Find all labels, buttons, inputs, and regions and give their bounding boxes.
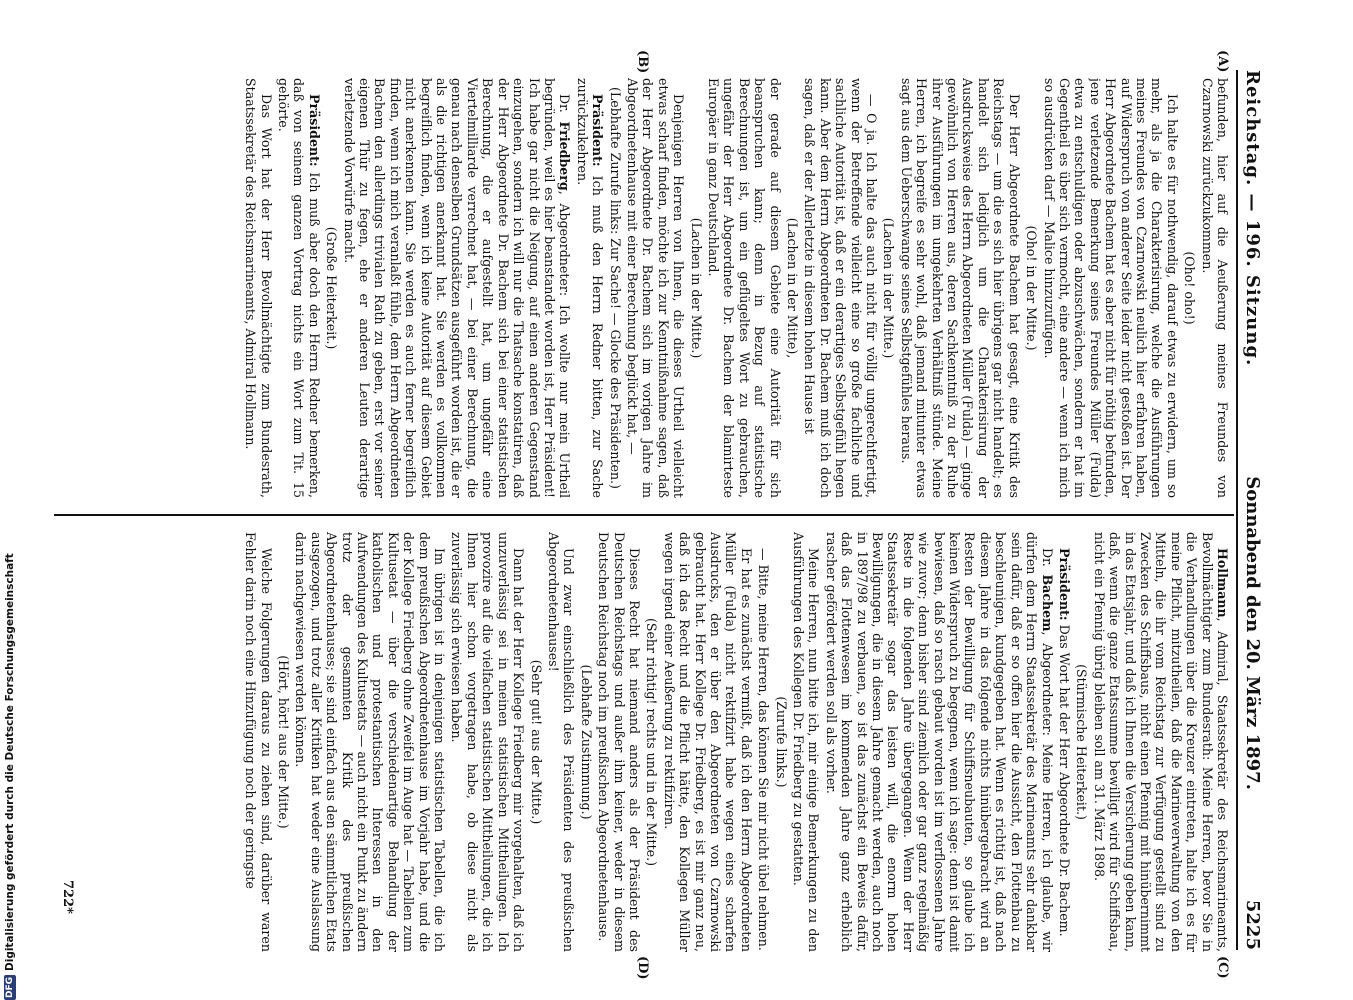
right-text-column <box>60 532 1230 952</box>
paragraph: Im übrigen ist in denjenigen statistischen Tabellen, die ich dem preußischen Abgeordnetenhause im Vorjahr habe, und die der Kollege Friedberg ohne Zweifel im Auge hat — Tabellen zum Kultusetat — über die verschiedenartige Behandlung der katholischen und protestantischen Interessen in den Aufwendungen des Kultusetats — auch nicht ein Punkt zu ändern trotz der gesammten Kritik des preußischen Abgeordnetenhauses; sie sind einfach aus den sämmtlichen Etats ausgezogen, und trotz aller Kritiken hat weder eine Auslassung darin nachgewiesen werden können. <box>293 532 448 952</box>
header-center: Sonnabend den 20. März 1897. <box>1242 476 1263 790</box>
stage-direction: (Lachen in der Mitte), <box>785 217 801 359</box>
paragraph: Dr. Friedberg, Abgeordneter: Ich wollte nur mein Urtheil begründen, weil es hier beanstandet worden ist, Herr Präsident! Ich habe gar nicht die Neigung, auf einen anderen Gegenstand einzugehen, sondern ich will nur die Thatsache konstatiren, daß der Herr Abgeordnete Dr. Bachem sich bei einer statistischen Berechnung, die er aufgestellt hat, um ungefähr eine Viertelmilliarde verrechnet hat, — bei einer Berechnung, die genau nach denselben Grundsätzen ausgeführt worden ist, die er als die richtigen anerkannt hat. Sie werden es vollkommen begreiflich finden, wenn ich keine Autorität auf diesem Gebiet nicht anerkennen kann. Sie werden es auch ferner begreiflich finden, wenn ich mich veranlaßt fühle, dem Herrn Abgeordneten Bachem den allerdings trivialen Rath zu geben, erst vor seiner eigenen Thür zu fegen, ehe er anderen Leuten derartige verletzende Vorwürfe macht. <box>341 78 573 498</box>
stage-direction: (Lebhafte Zurufe links: Zur Sache! — Glocke des Präsidenten.) <box>607 87 623 489</box>
stage-direction: (Lachen in der Mitte.) <box>688 217 704 359</box>
paragraph: Das Wort hat der Herr Bevollmächtigte zum Bundesrath, Staatssekretär des Reichsmarineamts, Admiral Hollmann. <box>243 78 274 498</box>
stage-direction: (Oho! in der Mitte.) <box>1024 225 1040 351</box>
page-header <box>1236 70 1282 950</box>
stage-direction: (Lebhafte Zustimmung.) <box>578 664 594 820</box>
margin-letter-c: (C) <box>1215 956 1230 979</box>
rotated-document-page <box>30 0 1300 1000</box>
signature-mark: 722* <box>60 880 75 914</box>
margin-letter-a: (A) <box>1215 50 1230 73</box>
stage-direction: (Große Heiterkeit.) <box>324 226 340 350</box>
dfg-logo-icon: DFG <box>5 976 15 998</box>
paragraph: Dr. Bachem, Abgeordneter: Meine Herren, ich glaube, wir dürfen dem Herrn Staatssekretär des Marineamts sehr dankbar sein dafür, daß er so offen hier die Aussicht, den Flottenbau zu beschleunigen, kundgegeben hat. Wenn es richtig ist, daß nach diesem Jahre in das folgende nichts hinübergebracht wird an Resten der Bewilligung für Schiffsneubauten, so glaube ich keinen Widerspruch zu begegnen, wenn ich sage: denn ist damit bewiesen, daß so rasch gebaut worden ist im verflossenen Jahre wie zuvor; denn bisher sind ziemlich oder gar ganz regelmäßig Reste in die folgenden Jahre übergegangen. Wenn der Herr Staatssekretär sogar das leisten will, die enorm hohen Bewilligungen, die in diesem Jahre gemacht werden, auch noch in 1897/98 zu verbauen, so ist das zunächst ein Beweis dafür, daß das Flottenwesen im kommenden Jahre ganz erheblich rascher gefördert werden soll als vorher. <box>823 532 1055 952</box>
paragraph: der gerade auf diesem Gebiete eine Autorität für sich beanspruchen kann; denn in Bezug auf statistische Berechnungen ist, um ein geflügeltes Wort zu gebrauchen, ungefähr der Herr Abgeordnete Dr. Bachem der blamirteste Europäer in ganz Deutschland. <box>706 78 783 498</box>
paragraph: Präsident: Ich muß aber doch den Herrn Redner bemerken, daß von seinem ganzen Vortrag nichts ein Wort zum Tit. 15 gehörte. <box>276 78 322 498</box>
margin-letter-b: (B) <box>635 50 650 74</box>
margin-letter-d: (D) <box>635 956 650 980</box>
paragraph: Denjenigen Herren von Ihnen, die dieses Urtheil vielleicht etwas scharf finden, möchte ich zur Kenntnißnahme sagen, daß der Herr Abgeordnete Dr. Bachem sich im vorigen Jahre im Abgeordnetenhause mit einer Berechnung beglückt hat, — <box>624 78 687 498</box>
paragraph: Präsident: Das Wort hat der Herr Abgeordnete Dr. Bachem. <box>1056 548 1072 937</box>
paragraph: Und zwar einschließlich des Präsidenten des preußischen Abgeordnetenhauses! <box>545 532 577 952</box>
paragraph: — Bitte, meine Herren, das können Sie mir nicht übel nehmen. <box>756 548 772 951</box>
paragraph: Meine Herren, nun bitte ich, mir einige Bemerkungen zu den Ausführungen des Kollegen Dr. Friedberg zu gestatten. <box>791 532 822 952</box>
stage-direction: (Hört, hört! aus der Mitte.) <box>276 655 292 829</box>
paragraph: Dieses Recht hat niemand anders als der Präsident des Deutschen Reichstags und außer ihm keiner, weder in diesem Deutschen Reichstag noch im preußischen Abgeordnetenhause. <box>596 532 642 952</box>
credit-text: Digitalisierung gefördert durch die Deutsche Forschungsgemeinschaft <box>4 553 16 971</box>
paragraph: befunden, hier auf die Aeußerung meines Freundes von Czarnowski zurückzukommen. <box>1199 78 1230 498</box>
paragraph: Welche Folgerungen daraus zu ziehen sind, darüber waren Fehler darin noch eine Hinzufügung noch der geringste <box>243 532 274 952</box>
paragraph: Dann hat der Herr Kollege Friedberg mir vorgehalten, daß ich unzuverlässig sei in meinen statistischen Mittheilungen. Ich provozire auf die vielfachen statistischen Mittheilungen, die ich Ihnen hier schon vorgetragen habe, ob diese nicht als zuverlässig sich erwiesen haben. <box>449 532 527 952</box>
stage-direction: (Sehr gut! aus der Mitte.) <box>528 659 544 825</box>
paragraph: — O ja. Ich halte das auch nicht für völlig ungerechtfertigt, wenn der Betreffende vielleicht eine so große fachliche und sachliche Autorität ist, daß er ein derartiges Selbstgefühl hegen kann. Aber dem Herrn Abgeordneten Dr. Bachem muß ich doch sagen, daß er der Allerletzte in diesem hohen Hause ist <box>802 78 880 498</box>
page-number: 5225 <box>1242 899 1263 950</box>
stage-direction: (Zurufe links.) <box>773 696 789 788</box>
header-left: Reichstag. — 196. Sitzung. <box>1242 70 1263 367</box>
stage-direction: (Lachen in der Mitte.) <box>881 217 897 359</box>
stage-direction: (Sehr richtig! rechts und in der Mitte.) <box>644 617 660 867</box>
paragraph: Ich halte es für nothwendig, darauf etwas zu erwidern, um so mehr, als ja die Charakterisirung, welche die Ausführungen meines Freundes von Czarnowski neulich hier erfahren haben, auf Widerspruch von anderer Seite leider nicht gestoßen ist. Der Herr Abgeordnete Bachem hat es aber nicht für nöthig befunden, jene verletzende Bemerkung seines Freundes Müller (Fulda) etwa zu entschuldigen oder abzuschwächen, sondern er hat im Gegentheil es über sich vermocht, eine andere — wenn ich mich so ausdrücken darf — Malice hinzuzufügen. <box>1041 78 1180 498</box>
column-divider <box>54 514 1234 516</box>
paragraph: Der Herr Abgeordnete Bachem hat gesagt, eine Kritik des Reichstags — um die es sich hier übrigens gar nicht handelt; es handelt sich lediglich um die Charakterisirung der Ausdrucksweise des Herrn Abgeordneten Müller (Fulda) — ginge gewöhnlich von Herren aus, deren Sachkenntniß zu der Ruhe ihrer Ausführungen im umgekehrten Verhältniß stünde. Meine Herren, ich begreife es sehr wohl, daß jemand mitunter etwas sagt aus dem Ueberschwange seines Selbstgefühles heraus. <box>898 78 1022 498</box>
paragraph: Präsident: Ich muß den Herrn Redner bitten, zur Sache zurückzukehren. <box>574 78 606 498</box>
digitization-credit <box>0 553 20 1000</box>
paragraph: Hollmann, Admiral, Staatssekretär des Reichsmarineamts, Bevollmächtigter zum Bundesrath: Meine Herren, bevor Sie in die Verhandlungen über die Kreuzer eintreten, halte ich es für meine Pflicht, mitzutheilen, daß die Marineverwaltung von den Mitteln, die ihr vom Reichstag zur Verfügung gestellt sind zu Zwecken des Schiffsbaus, nicht einen Pfennig mit hinübernimmt in das Etatsjahr, und daß ich Ihnen die Versicherung geben kann, daß, wenn die ganze Etatssumme bewilligt wird für Schiffsbau, nicht ein Pfennig übrig bleiben soll am 31. März 1898. <box>1091 532 1230 952</box>
stage-direction: (Oho! oho!) <box>1182 251 1198 325</box>
left-text-column <box>60 78 1230 498</box>
stage-direction: (Stürmische Heiterkeit.) <box>1074 664 1090 820</box>
paragraph: Er hat es zunächst vermißt, daß ich den Herrn Abgeordneten Müller (Fulda) nicht rektifizirt habe wegen eines scharfen Ausdrucks, den er über den Abgeordneten von Czarnowski gebraucht hat. Herr Kollege Dr. Friedberg, es ist mir ganz neu, daß ich das Recht und die Pflicht hätte, den Kollegen Müller wegen irgend einer Aeußerung zu rektifiziren. <box>661 532 754 952</box>
